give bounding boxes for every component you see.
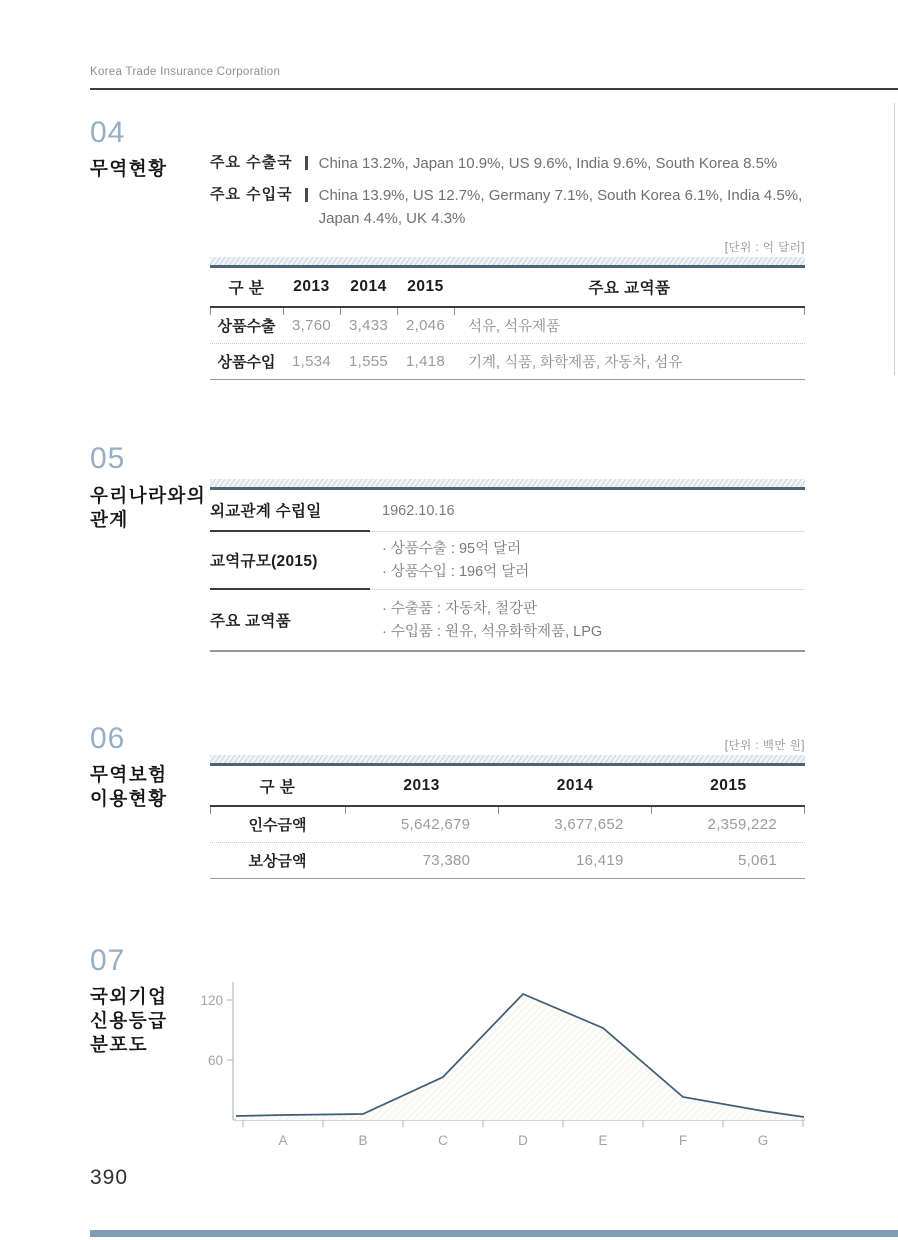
column-header: 2014 bbox=[556, 776, 594, 794]
value-line: · 수출품 : 자동차, 철강판 bbox=[382, 600, 538, 617]
value-line: 1962.10.16 bbox=[382, 502, 455, 519]
chart-canvas bbox=[198, 974, 858, 1159]
import-countries-text: China 13.9%, US 12.7%, Germany 7.1%, South Korea 6.1%, India 4.5%, Japan 4.4%, UK 4.3% bbox=[318, 187, 803, 227]
table-header-row bbox=[210, 268, 805, 308]
page-number: 390 bbox=[90, 1166, 129, 1189]
row-label: 보상금액 bbox=[248, 853, 307, 870]
row-label: 인수금액 bbox=[248, 817, 307, 834]
table-top-band bbox=[210, 257, 805, 268]
x-axis-label: E bbox=[598, 1133, 608, 1148]
cell-value: 3,760 bbox=[291, 317, 332, 334]
header-rule bbox=[90, 88, 898, 90]
export-countries-label: 주요 수출국 bbox=[210, 154, 293, 171]
korea-relations-table bbox=[210, 479, 805, 652]
value-line: · 수입품 : 원유, 석유화학제품, LPG bbox=[382, 623, 603, 640]
table-header-row bbox=[210, 766, 805, 807]
y-axis-label: 120 bbox=[200, 993, 223, 1008]
table-top-band bbox=[210, 755, 805, 766]
table-row bbox=[210, 590, 805, 650]
section-07-number: 07 bbox=[90, 944, 126, 977]
footer-accent-bar bbox=[90, 1230, 898, 1237]
column-header: 주요 교역품 bbox=[588, 280, 671, 297]
cell-value: 기계, 식품, 화학제품, 자동차, 섬유 bbox=[468, 355, 683, 371]
section-04-number: 04 bbox=[90, 116, 126, 149]
cell-value: 73,380 bbox=[422, 852, 471, 869]
section-07-title-line1: 국외기업 bbox=[90, 986, 168, 1007]
export-countries-row bbox=[210, 152, 810, 175]
table-top-band bbox=[210, 479, 805, 490]
cell-value: 5,642,679 bbox=[400, 816, 471, 833]
header-corporation-name: Korea Trade Insurance Corporation bbox=[90, 66, 281, 78]
x-axis-label: B bbox=[358, 1133, 368, 1148]
column-header: 2013 bbox=[403, 776, 440, 794]
cell-value: 1,418 bbox=[405, 353, 446, 370]
chart-area-fill bbox=[236, 994, 804, 1120]
column-header: 2014 bbox=[350, 278, 387, 295]
trade-partners-info bbox=[210, 152, 810, 239]
credit-rating-distribution-chart bbox=[198, 974, 858, 1159]
column-header: 2015 bbox=[710, 776, 747, 794]
cell-value: 석유, 석유제품 bbox=[468, 319, 561, 335]
cell-value: 1,534 bbox=[291, 353, 332, 370]
section-04-title: 무역현황 bbox=[90, 158, 168, 179]
x-axis-label: F bbox=[678, 1133, 688, 1148]
section-07-title-line2: 신용등급 bbox=[90, 1010, 168, 1031]
cell-value: 16,419 bbox=[575, 852, 624, 869]
row-label: 교역규모(2015) bbox=[210, 532, 370, 590]
y-axis-label: 60 bbox=[207, 1053, 223, 1068]
import-countries-row bbox=[210, 184, 810, 230]
cell-value: 2,359,222 bbox=[707, 816, 777, 833]
unit-label: [단위 : 억 달러] bbox=[724, 242, 805, 254]
value-line: · 상품수입 : 196억 달러 bbox=[382, 564, 530, 580]
export-countries-text: China 13.2%, Japan 10.9%, US 9.6%, India 9.6%, South Korea 8.5% bbox=[318, 155, 778, 172]
divider-bar-icon bbox=[305, 188, 308, 202]
section-06-title-line1: 무역보험 bbox=[90, 764, 168, 785]
section-06-number: 06 bbox=[90, 722, 126, 755]
unit-label: [단위 : 백만 원] bbox=[724, 740, 805, 752]
x-axis-label: D bbox=[518, 1133, 528, 1148]
cell-value: 5,061 bbox=[737, 852, 777, 869]
table-row bbox=[210, 532, 805, 590]
cell-value: 2,046 bbox=[405, 317, 446, 334]
row-label: 외교관계 수립일 bbox=[210, 490, 370, 532]
import-countries-label: 주요 수입국 bbox=[210, 186, 293, 203]
cell-value bbox=[370, 532, 805, 590]
cell-value bbox=[370, 590, 805, 650]
cell-value: 1,555 bbox=[348, 353, 389, 370]
column-header: 2015 bbox=[407, 278, 444, 295]
cell-value bbox=[370, 490, 805, 532]
row-label: 상품수출 bbox=[217, 318, 276, 335]
divider-bar-icon bbox=[305, 156, 308, 170]
table-row bbox=[210, 344, 805, 380]
trade-status-table bbox=[210, 257, 805, 380]
page-edge-mark bbox=[894, 103, 895, 375]
x-axis-label: G bbox=[757, 1133, 769, 1148]
row-label: 상품수입 bbox=[217, 354, 276, 371]
cell-value: 3,677,652 bbox=[554, 816, 624, 833]
x-axis-label: A bbox=[278, 1133, 288, 1148]
section-05-number: 05 bbox=[90, 442, 126, 475]
section-06-title-line2: 이용현황 bbox=[90, 788, 168, 809]
column-header: 구 분 bbox=[228, 280, 265, 297]
section-07-title-line3: 분포도 bbox=[90, 1034, 149, 1055]
section-05-title-line1: 우리나라와의 bbox=[90, 485, 207, 506]
section-05-title-line2: 관계 bbox=[90, 509, 129, 530]
value-line: · 상품수출 : 95억 달러 bbox=[382, 541, 522, 557]
row-label: 주요 교역품 bbox=[210, 613, 291, 630]
insurance-usage-table bbox=[210, 755, 805, 879]
table-row bbox=[210, 490, 805, 532]
column-header: 구 분 bbox=[259, 778, 296, 796]
cell-value: 3,433 bbox=[348, 317, 389, 334]
table-row bbox=[210, 843, 805, 879]
x-axis-label: C bbox=[438, 1133, 448, 1148]
column-header: 2013 bbox=[293, 278, 330, 295]
